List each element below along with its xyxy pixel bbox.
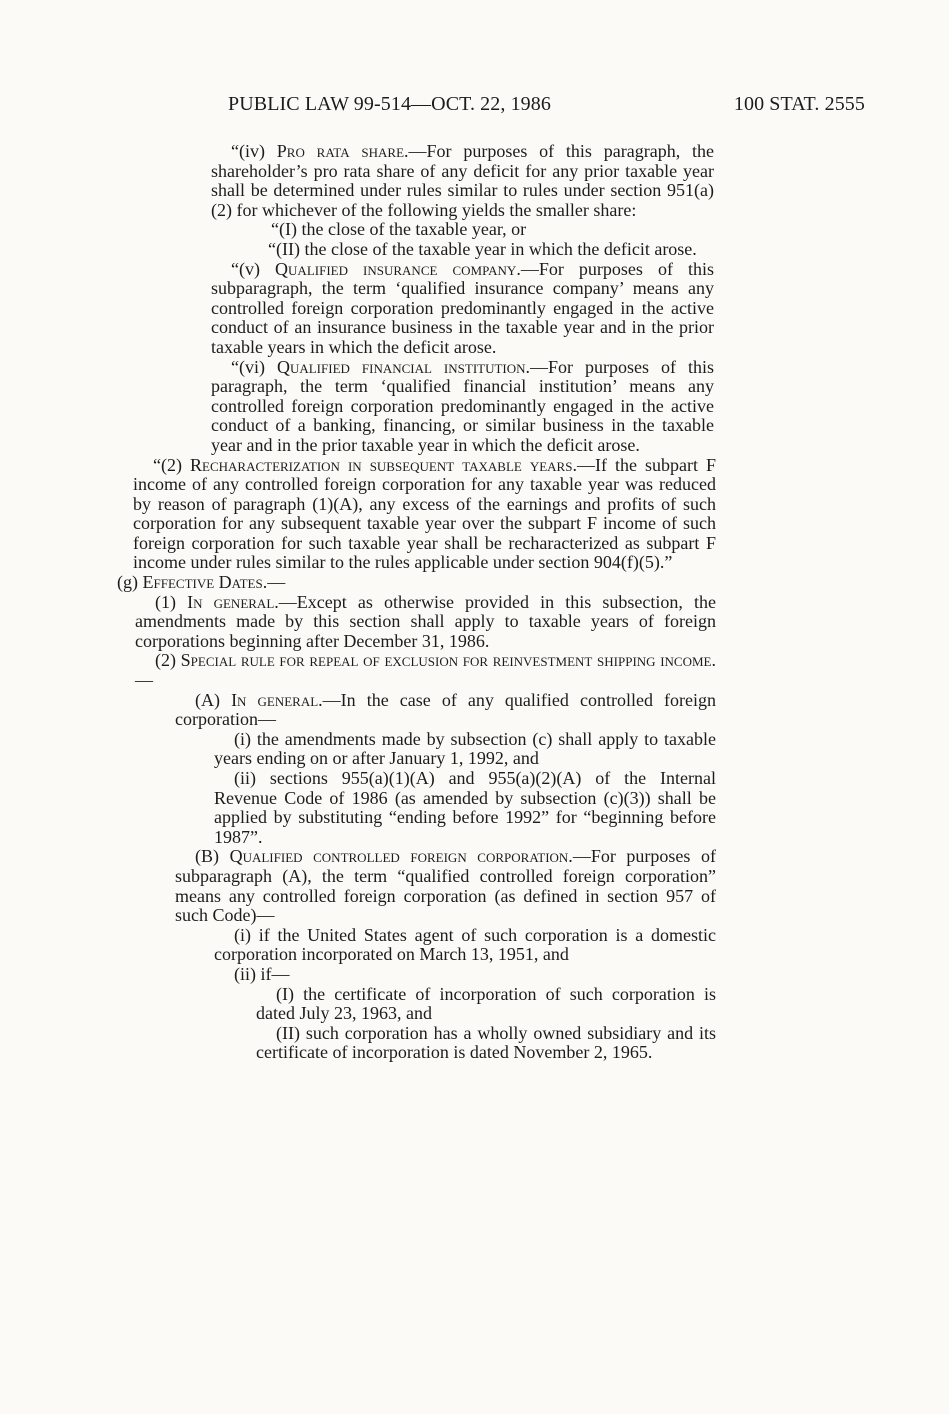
- clause-A-ii: (ii) sections 955(a)(1)(A) and 955(a)(2)(A) of the Internal Revenue Code of 1986 (as amended by subsection (c)(3)) shall be applied by substituting “ending before 1992” for “beginning before 1987”.: [214, 768, 716, 847]
- paragraph-number: “(2): [153, 454, 190, 475]
- paragraph-heading: Special rule for repeal of exclusion for reinvestment shipping income.: [180, 650, 716, 671]
- public-law-citation: PUBLIC LAW 99-514—OCT. 22, 1986: [228, 93, 551, 115]
- paragraph-text: —Except as otherwise provided in this subsection, the amendments made by this section shall apply to taxable years of foreign corporations beginning after December 31, 1986.: [135, 591, 716, 651]
- subparagraph-text: —For purposes of subparagraph (A), the term “qualified controlled foreign corporation” means any controlled foreign corporation (as defined in section 957 of such Code)—: [175, 846, 716, 926]
- document-body: [0, 142, 949, 1063]
- clause-A-i: (i) the amendments made by subsection (c) shall apply to taxable years ending on or after January 1, 1992, and: [214, 728, 716, 769]
- statute-page-number: 100 STAT. 2555: [733, 93, 865, 115]
- paragraph-number: (2): [155, 650, 181, 671]
- paragraph-number: (1): [155, 591, 188, 612]
- subparagraph-B: [175, 847, 716, 925]
- clause-number: “(vi): [231, 356, 277, 377]
- subclause-iv-I: “(I) the close of the taxable year, or: [271, 219, 527, 240]
- subsection-heading: Effective Dates.: [142, 572, 268, 593]
- page-header: [228, 93, 865, 119]
- subparagraph-text: —In the case of any qualified controlled foreign corporation—: [175, 689, 716, 730]
- clause-v: [211, 260, 714, 358]
- clause-B-i: (i) if the United States agent of such corporation is a domestic corporation incorporated on March 13, 1951, and: [214, 924, 716, 965]
- clause-B-ii: (ii) if—: [234, 963, 290, 984]
- subclause-B-ii-I: (I) the certificate of incorporation of such corporation is dated July 23, 1963, and: [256, 983, 716, 1024]
- clause-vi: [211, 358, 714, 456]
- subparagraph-heading: Qualified controlled foreign corporation.: [229, 846, 573, 867]
- paragraph-text: —: [135, 670, 153, 691]
- clause-heading: Qualified financial institution.: [276, 356, 531, 377]
- subsection-g: [117, 573, 716, 593]
- subsection-number: (g): [117, 572, 143, 593]
- clause-heading: Qualified insurance company.: [275, 258, 521, 279]
- subclause-iv-II: “(II) the close of the taxable year in which the deficit arose.: [268, 238, 697, 259]
- subparagraph-A: [175, 691, 716, 730]
- clause-text: —For purposes of this subparagraph, the term ‘qualified insurance company’ means any controlled foreign corporation predominantly engaged in the active conduct of an insurance business in the taxable year and in the prior taxable years in which the deficit arose.: [211, 258, 715, 357]
- clause-number: “(iv): [231, 141, 277, 161]
- subparagraph-number: (A): [195, 689, 232, 710]
- clause-heading: Pro rata share.: [276, 141, 409, 161]
- paragraph-g-2: [135, 651, 716, 690]
- subsection-text: —: [267, 572, 286, 593]
- subclause-B-ii-II: (II) such corporation has a wholly owned subsidiary and its certificate of incorporation is dated November 2, 1965.: [256, 1022, 716, 1063]
- subparagraph-heading: In general.: [231, 689, 323, 710]
- clause-text: —For purposes of this paragraph, the shareholder’s pro rata share of any deficit for any prior taxable year shall be determined under rules similar to rules under section 951(a)(2) for whichever of the following yields the smaller share:: [211, 141, 714, 220]
- paragraph-heading: In general.: [187, 591, 279, 612]
- clause-number: “(v): [231, 258, 276, 279]
- subparagraph-number: (B): [195, 846, 230, 867]
- paragraph-2-recharacterization: [133, 456, 716, 574]
- paragraph-heading: Recharacterization in subsequent taxable years.: [190, 454, 577, 475]
- clause-text: —For purposes of this paragraph, the term ‘qualified financial institution’ means any controlled foreign corporation predominantly engaged in the active conduct of a banking, financing, or similar business in the taxable year and in the prior taxable year in which the deficit arose.: [211, 356, 714, 455]
- clause-iv: [211, 142, 714, 220]
- paragraph-text: —If the subpart F income of any controlled foreign corporation for any taxable year was reduced by reason of paragraph (1)(A), any excess of the earnings and profits of such corporation for any subsequent taxable year over the subpart F income of such foreign corporation for such taxable year shall be recharacterized as subpart F income under rules similar to the rules applicable under section 904(f)(5).”: [133, 454, 716, 573]
- paragraph-g-1: [135, 593, 716, 652]
